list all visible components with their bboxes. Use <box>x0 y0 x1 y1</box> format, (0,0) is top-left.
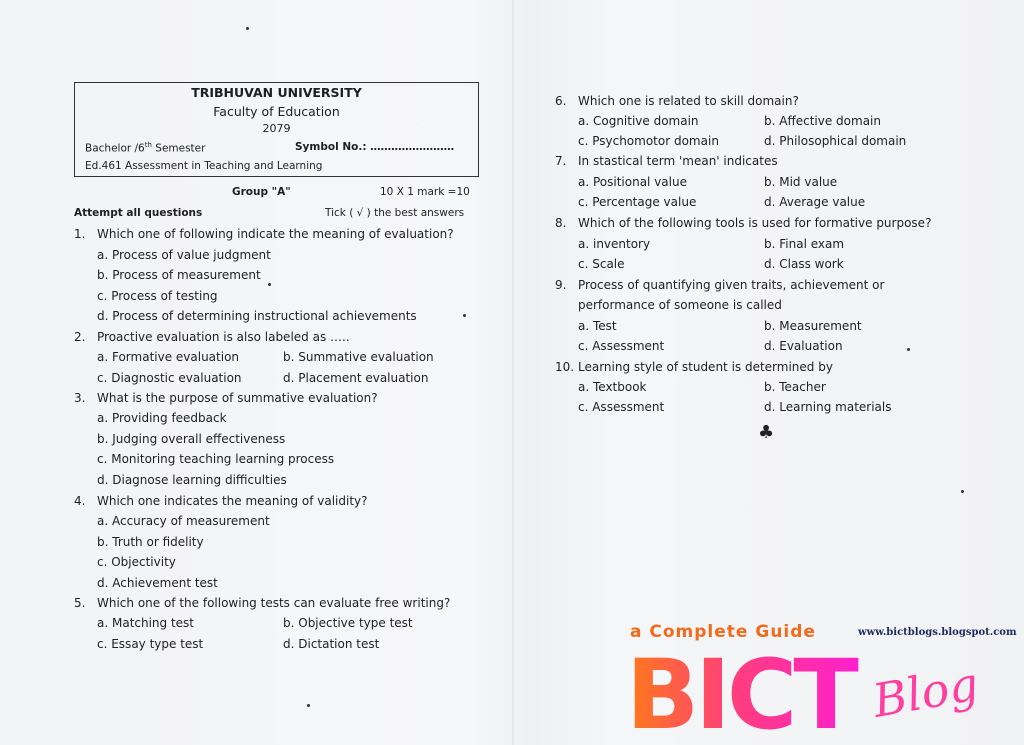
question-9-text-cont: performance of someone is called <box>578 298 782 312</box>
q4-option-d: d. Achievement test <box>97 576 218 590</box>
q7-option-b: b. Mid value <box>764 175 838 189</box>
question-6-text: Which one is related to skill domain? <box>578 94 799 108</box>
q5-option-c: c. Essay type test <box>97 637 204 651</box>
q2-option-d: d. Placement evaluation <box>283 371 429 385</box>
q8-option-d: d. Class work <box>764 257 844 271</box>
q2-option-a: a. Formative evaluation <box>97 350 240 364</box>
q10-option-c: c. Assessment <box>578 400 665 414</box>
scan-speck <box>961 490 964 493</box>
question-9-text: Process of quantifying given traits, achievement or <box>578 278 885 292</box>
question-4-number: 4. <box>74 494 86 508</box>
symbol-number-field: Symbol No.: …………………… <box>295 141 455 153</box>
tick-instruction: Tick ( √ ) the best answers <box>325 207 465 219</box>
q3-option-a: a. Providing feedback <box>97 411 227 425</box>
q4-option-c: c. Objectivity <box>97 555 176 569</box>
question-2-number: 2. <box>74 330 86 344</box>
question-7-number: 7. <box>555 154 567 168</box>
marks-info: 10 X 1 mark =10 <box>380 186 470 198</box>
faculty-name: Faculty of Education <box>213 104 340 119</box>
q2-option-b: b. Summative evaluation <box>283 350 434 364</box>
scan-speck <box>907 348 910 351</box>
q7-option-c: c. Percentage value <box>578 195 697 209</box>
question-8-text: Which of the following tools is used for formative purpose? <box>578 216 932 230</box>
question-7-text: In stastical term 'mean' indicates <box>578 154 778 168</box>
q9-option-a: a. Test <box>578 319 617 333</box>
q10-option-d: d. Learning materials <box>764 400 892 414</box>
q10-option-b: b. Teacher <box>764 380 826 394</box>
watermark-url: www.bictblogs.blogspot.com <box>858 627 1017 638</box>
question-1-number: 1. <box>74 227 86 241</box>
question-10-text: Learning style of student is determined by <box>578 360 833 374</box>
question-2-text: Proactive evaluation is also labeled as ….. <box>97 330 350 344</box>
question-9-number: 9. <box>555 278 567 292</box>
semester-label: Bachelor /6th Semester <box>85 141 206 155</box>
q3-option-c: c. Monitoring teaching learning process <box>97 452 335 466</box>
q1-option-b: b. Process of measurement <box>97 268 261 282</box>
question-5-text: Which one of the following tests can evaluate free writing? <box>97 596 451 610</box>
q4-option-b: b. Truth or fidelity <box>97 535 204 549</box>
course-title: Ed.461 Assessment in Teaching and Learning <box>85 160 323 172</box>
q1-option-c: c. Process of testing <box>97 289 218 303</box>
q8-option-a: a. inventory <box>578 237 651 251</box>
q9-option-c: c. Assessment <box>578 339 665 353</box>
q6-option-c: c. Psychomotor domain <box>578 134 719 148</box>
university-name: TRIBHUVAN UNIVERSITY <box>191 85 362 100</box>
exam-year: 2079 <box>262 122 291 135</box>
group-title: Group "A" <box>232 186 291 198</box>
question-3-text: What is the purpose of summative evaluation? <box>97 391 378 405</box>
q9-option-d: d. Evaluation <box>764 339 843 353</box>
question-6-number: 6. <box>555 94 567 108</box>
bict-blog-logo <box>626 640 1021 740</box>
q3-option-d: d. Diagnose learning difficulties <box>97 473 287 487</box>
q6-option-b: b. Affective domain <box>764 114 881 128</box>
question-10-number: 10. <box>555 360 575 374</box>
q5-option-d: d. Dictation test <box>283 637 380 651</box>
question-3-number: 3. <box>74 391 86 405</box>
q7-option-a: a. Positional value <box>578 175 687 189</box>
page-fold <box>512 0 514 745</box>
q8-option-c: c. Scale <box>578 257 625 271</box>
scan-speck <box>246 27 249 30</box>
watermark-tagline: a Complete Guide <box>630 622 816 642</box>
q5-option-b: b. Objective type test <box>283 616 413 630</box>
q4-option-a: a. Accuracy of measurement <box>97 514 270 528</box>
question-1-text: Which one of following indicate the meaning of evaluation? <box>97 227 454 241</box>
exam-header-box <box>74 82 479 177</box>
scan-speck <box>463 314 466 317</box>
svg-text:BICT: BICT <box>626 640 855 740</box>
q2-option-c: c. Diagnostic evaluation <box>97 371 242 385</box>
q1-option-d: d. Process of determining instructional achievements <box>97 309 417 323</box>
q6-option-a: a. Cognitive domain <box>578 114 699 128</box>
question-8-number: 8. <box>555 216 567 230</box>
svg-text:Blog: Blog <box>868 656 983 728</box>
q9-option-b: b. Measurement <box>764 319 862 333</box>
q1-option-a: a. Process of value judgment <box>97 248 271 262</box>
attempt-instruction: Attempt all questions <box>74 207 203 219</box>
club-symbol-icon: ♣ <box>758 422 775 443</box>
scan-speck <box>307 704 310 707</box>
question-5-number: 5. <box>74 596 86 610</box>
scan-speck <box>268 283 271 286</box>
q7-option-d: d. Average value <box>764 195 866 209</box>
q5-option-a: a. Matching test <box>97 616 195 630</box>
q10-option-a: a. Textbook <box>578 380 647 394</box>
question-4-text: Which one indicates the meaning of validity? <box>97 494 368 508</box>
q6-option-d: d. Philosophical domain <box>764 134 907 148</box>
q3-option-b: b. Judging overall effectiveness <box>97 432 286 446</box>
q8-option-b: b. Final exam <box>764 237 845 251</box>
